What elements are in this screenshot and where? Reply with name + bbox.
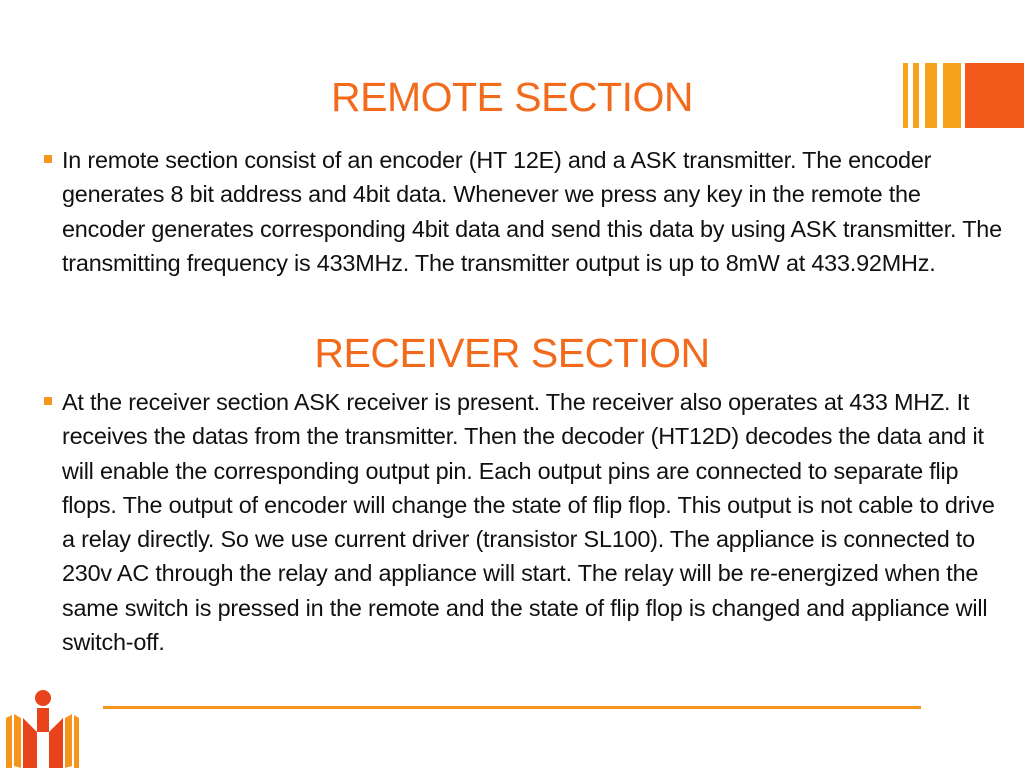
remote-section-text: In remote section consist of an encoder (HT 12E) and a ASK transmitter. The encoder generates 8 bit address and 4bit data. Whenever we press any key in the remote the encoder generates corresponding 4bit data and send this data by using ASK transmitter. The transmitting frequency is 433MHz. The transmitter output is up to 8mW at 433.92MHz.: [62, 147, 1002, 276]
receiver-section-bullet: [44, 385, 1004, 659]
bullet-square-icon: [44, 155, 52, 163]
footer-divider: [103, 706, 921, 709]
receiver-section-heading: RECEIVER SECTION: [314, 330, 710, 376]
reader-book-logo-icon: [4, 688, 79, 768]
receiver-section-text: At the receiver section ASK receiver is present. The receiver also operates at 433 MHZ. It receives the datas from the transmitter. Then the decoder (HT12D) decodes the data and it will enable the corresponding output pin. Each output pins are connected to separate flip flops. The output of encoder will change the state of flip flop. This output is not cable to drive a relay directly. So we use current driver (transistor SL100). The appliance is connected to 230v AC through the relay and appliance will start. The relay will be re-energized when the same switch is pressed in the remote and the state of flip flop is changed and appliance will switch-off.: [62, 389, 995, 656]
bullet-square-icon: [44, 397, 52, 405]
remote-section-bullet: [44, 143, 1004, 280]
remote-section-heading: REMOTE SECTION: [330, 74, 694, 120]
